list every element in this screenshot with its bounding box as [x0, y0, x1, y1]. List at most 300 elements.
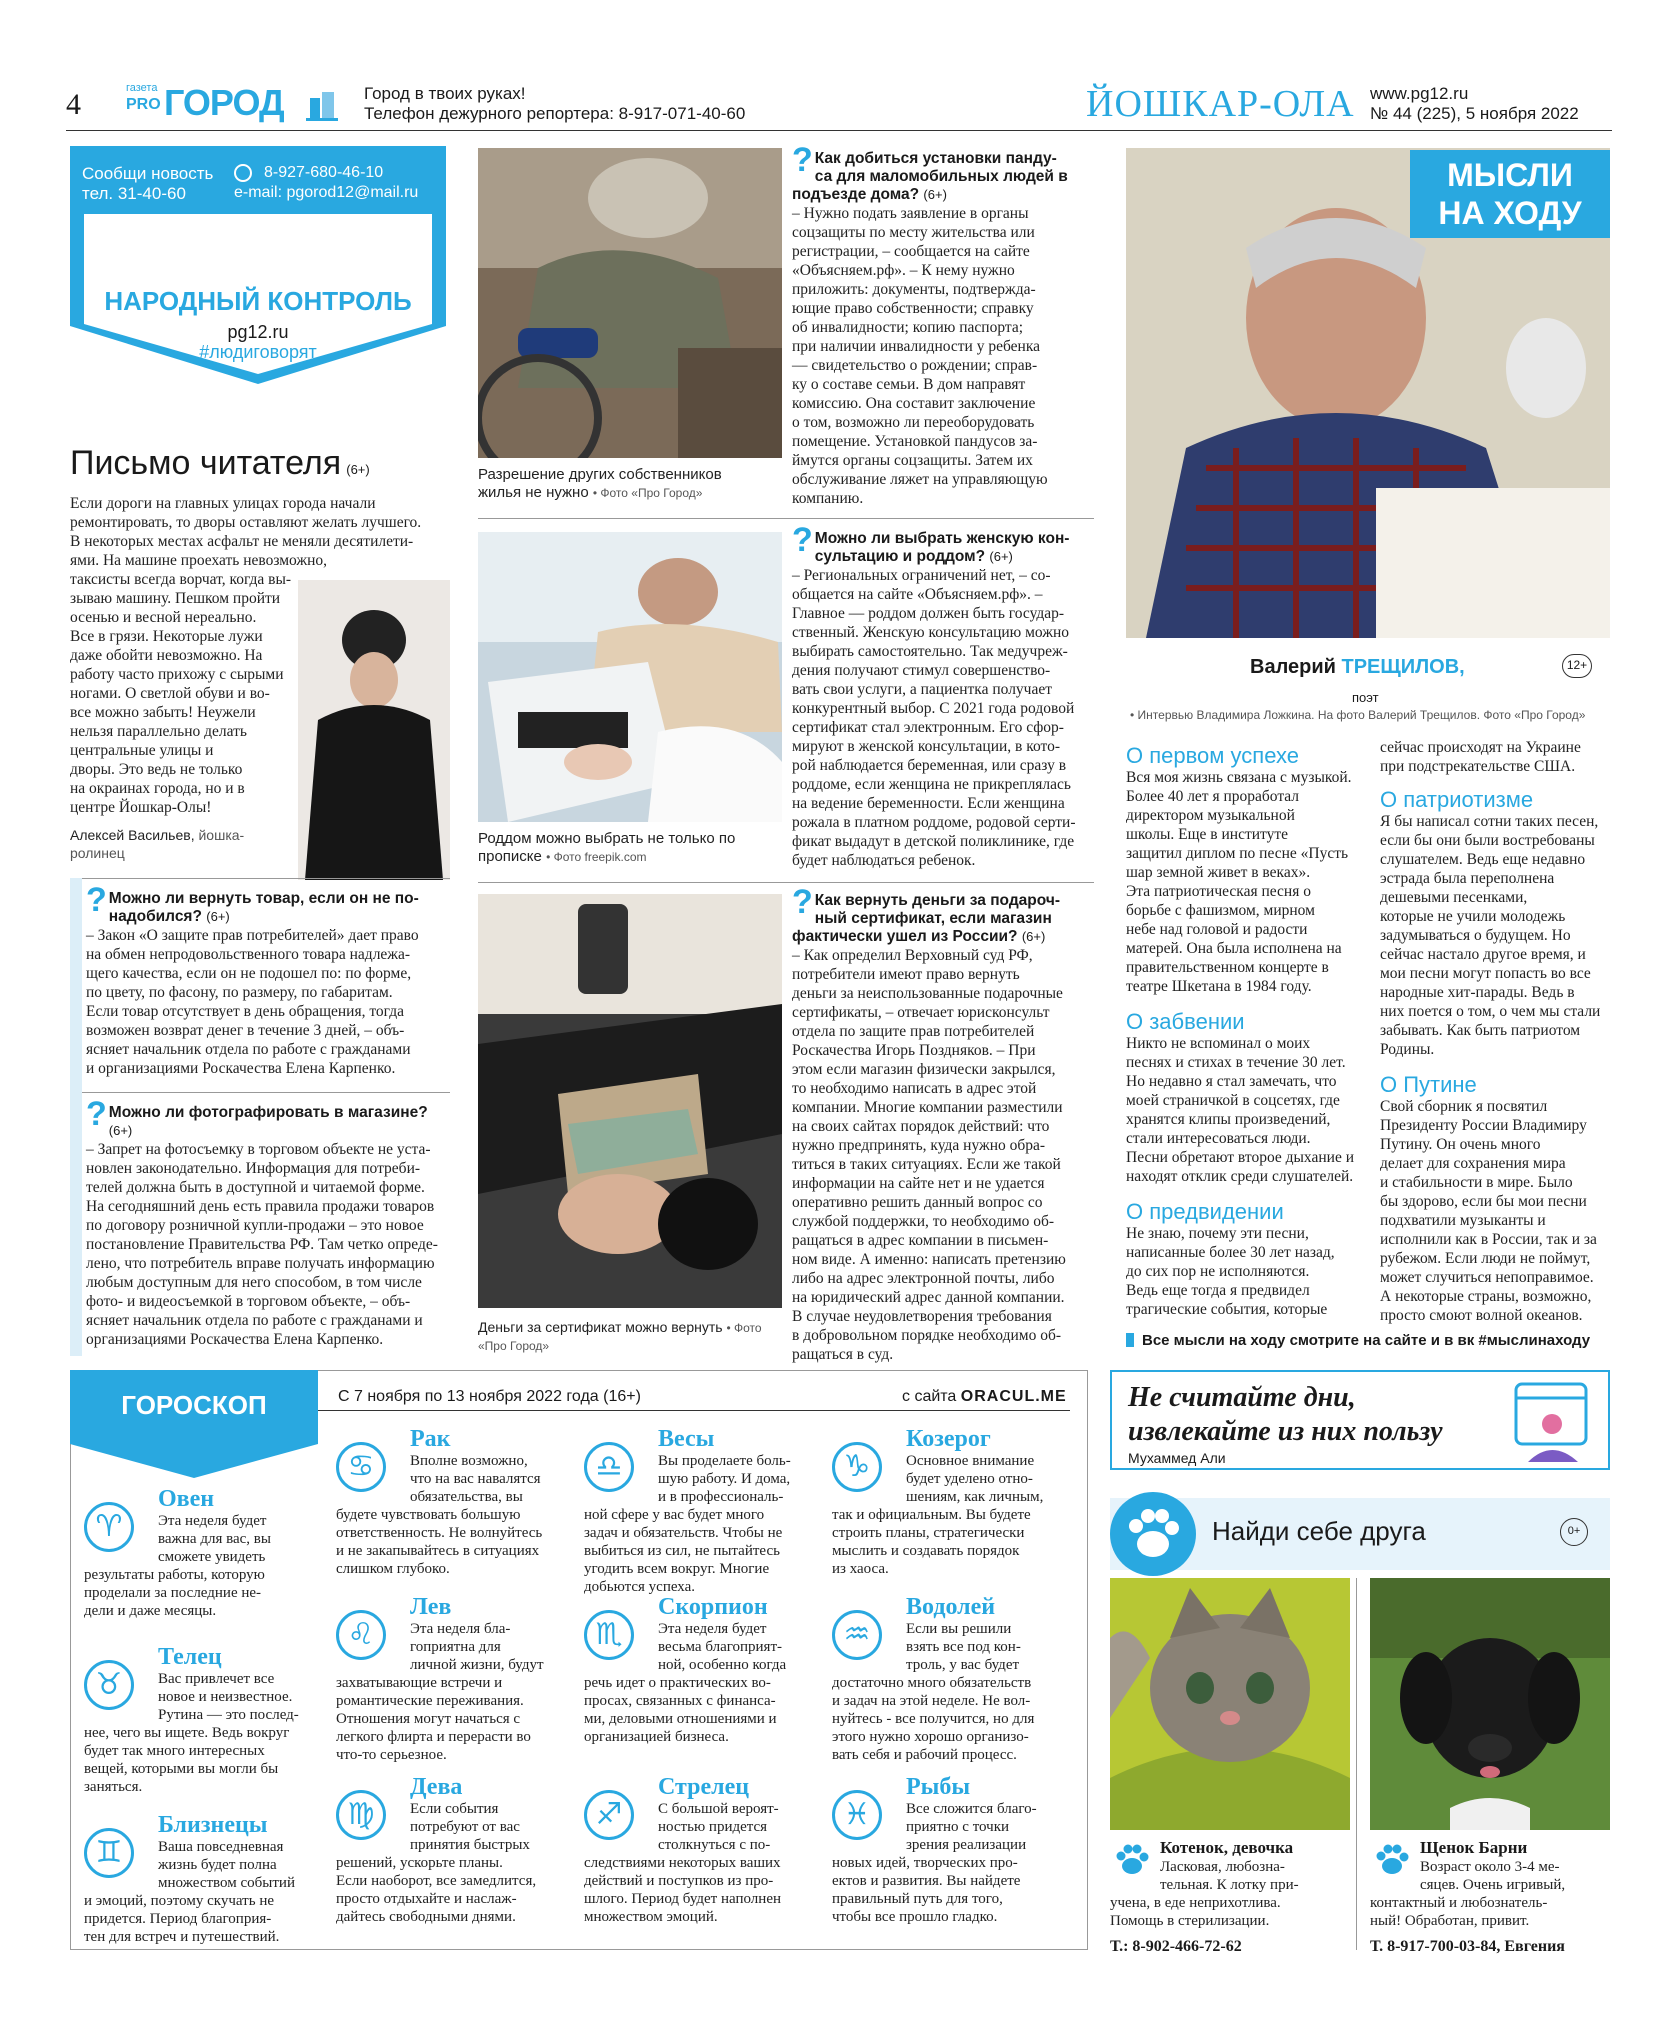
answer-line: потребители имеют право вернуть: [792, 966, 1020, 983]
sign-line: и в профессиональ-: [658, 1489, 784, 1505]
header-phone: Телефон дежурного репортера: 8-917-071-40-60: [364, 104, 746, 123]
answer: [86, 926, 450, 1078]
sign-line: Если события: [410, 1801, 499, 1817]
question: [792, 521, 1094, 566]
letter-line: Если дороги на главных улицах города начали: [70, 495, 376, 512]
pisces-icon: ♓: [832, 1790, 882, 1840]
horoscope-sign: [84, 1812, 320, 1982]
thought-line: Никто не вспоминал о моих: [1126, 1035, 1311, 1052]
answer-line: титься в таких ситуациях. Если же такой: [792, 1156, 1061, 1173]
thought-line: школы. Еще в институте: [1126, 826, 1288, 843]
thought-body: [1380, 812, 1612, 1059]
header-site: www.pg12.ru: [1370, 84, 1469, 103]
answer-line: новлен законодательно. Информация для потреби-: [86, 1160, 421, 1177]
horoscope-source[interactable]: с сайта ORACUL.ME: [902, 1388, 1067, 1405]
sign-line: и эмоций, поэтому скучать не: [84, 1893, 274, 1909]
answer-line: помещение. Установкой пандусов за-: [792, 433, 1038, 450]
question-line: сультацию и роддом?: [814, 548, 986, 565]
answer-line: рожала в платном роддоме, родовой серти-: [792, 814, 1076, 831]
sign-line: шую работу. И дома,: [658, 1471, 791, 1487]
letter-title: Письмо читателя (6+): [70, 444, 370, 482]
sign-line: угодить всем вокруг. Многие: [584, 1561, 770, 1577]
answer-line: ственный. Женскую консультацию можно: [792, 624, 1070, 641]
question-icon: ?: [792, 521, 813, 559]
photo-reader: [298, 580, 450, 880]
sign-line: выбиться из сил, не пытайтесь: [584, 1543, 780, 1559]
horoscope-sign: [584, 1774, 820, 1944]
answer-line: сертификаты, – отвечает юрисконсульт: [792, 1004, 1050, 1021]
answer-line: информации на сайте нет и не удается: [792, 1175, 1045, 1192]
sign-line: ответственность. Не волнуйтесь: [336, 1525, 543, 1541]
header-issue: № 44 (225), 5 ноября 2022: [1370, 104, 1579, 123]
thought-line: подхватили музыканты и: [1380, 1212, 1546, 1229]
question-line: надобился?: [108, 908, 202, 925]
sign-line: ностью придется: [658, 1819, 768, 1835]
pet-line: ный! Обработан, привит.: [1370, 1913, 1530, 1929]
thought-line: Не знаю, почему эти песни,: [1126, 1225, 1309, 1242]
sign-line: вать себя и рабочий процесс.: [832, 1747, 1017, 1763]
horoscope-sign: [336, 1426, 572, 1596]
sign-line: организацией бизнеса.: [584, 1729, 729, 1745]
answer-line: об инвалидности; копию паспорта;: [792, 319, 1024, 336]
horoscope-sign: [84, 1486, 320, 1656]
answer-line: организациями Роскачества Елена Карпенко.: [86, 1331, 384, 1348]
sign-text: [584, 1800, 820, 1926]
answer-line: компанию.: [792, 490, 864, 507]
sign-line: нее, чего вы ищете. Ведь вокруг: [84, 1725, 290, 1741]
thought-line: моей страничкой в соцсетях, где: [1126, 1092, 1340, 1109]
sign-line: весьма благоприят-: [658, 1639, 783, 1655]
thought-line: хранятся клипы произведений,: [1126, 1111, 1331, 1128]
answer-line: фото- и видеосъемкой в торговом объекте, – объ-: [86, 1293, 411, 1310]
whatsapp-icon: [234, 164, 252, 182]
answer: [792, 946, 1094, 1364]
sign-name: Козерог: [906, 1426, 991, 1452]
answer-line: комиссию. Она составит заключение: [792, 395, 1036, 412]
answer-line: оперативно решить данный вопрос со: [792, 1194, 1043, 1211]
thought-line: бы здорово, если бы мои песни: [1380, 1193, 1587, 1210]
sign-text: [832, 1620, 1068, 1764]
poet-credit: • Интервью Владимира Ложкина. На фото Валерий Трещилов. Фото «Про Город»: [1130, 708, 1586, 722]
answer-line: любым доступным для него способом, в том числе: [86, 1274, 422, 1291]
answer-line: то необходимо написать в адрес этой: [792, 1080, 1037, 1097]
gemini-icon: ♊: [84, 1828, 134, 1878]
calendar-meditation-icon: [1508, 1378, 1598, 1466]
horoscope-sign: [336, 1774, 572, 1944]
header-rule: [66, 130, 1612, 131]
answer-line: Если товар отсутствует в день обращения, тогда: [86, 1003, 405, 1020]
sign-line: задач и обязательств. Чтобы не: [584, 1525, 783, 1541]
sign-line: результаты работы, которую: [84, 1567, 265, 1583]
sign-line: новое и неизвестное.: [158, 1689, 293, 1705]
sign-text: [84, 1838, 320, 1946]
answer-line: дения получают стимул совершенство-: [792, 662, 1051, 679]
answer-line: на обмен непродовольственного товара надлежа-: [86, 946, 411, 963]
sign-name: Близнецы: [158, 1812, 268, 1838]
answer-line: ясняет начальник отдела по работе с гражданами и: [86, 1312, 423, 1329]
sign-line: взять все под кон-: [906, 1639, 1021, 1655]
thought-line: Родины.: [1380, 1041, 1435, 1058]
letter-line: осенью и весной нереально.: [70, 609, 257, 626]
thoughts-col2: [1380, 738, 1612, 1325]
answer-line: либо на адрес электронной почты, либо: [792, 1270, 1055, 1287]
sign-line: этого нужно хорошо организо-: [832, 1729, 1029, 1745]
answer-line: по договору розничной купли-продажи – это новое: [86, 1217, 424, 1234]
letter-line: даже обойти невозможно. На: [70, 647, 263, 664]
answer-line: ющие право собственности; справку: [792, 300, 1034, 317]
answer-line: общается на сайте «Объясняем.рф». –: [792, 586, 1043, 603]
thought-line: Но недавно я стал замечать, что: [1126, 1073, 1337, 1090]
sign-line: дели и даже месяцы.: [84, 1603, 217, 1619]
thought-line: них поется о том, о чем мы стали: [1380, 1003, 1601, 1020]
answer-line: ймутся органы соцзащиты. Затем их: [792, 452, 1033, 469]
question-line: подъезде дома?: [792, 186, 920, 203]
sign-line: и задач на этой неделе. Не вол-: [832, 1693, 1031, 1709]
thought-line: написанные более 30 лет назад,: [1126, 1244, 1335, 1261]
answer-line: ку о составе семьи. В дом направят: [792, 376, 1026, 393]
thought-line: Свой сборник я посвятил: [1380, 1098, 1548, 1115]
sign-line: заняться.: [84, 1779, 143, 1795]
thought-line: небе над головой и радости: [1126, 921, 1308, 938]
thought-body: [1126, 1224, 1370, 1319]
thought-line: А некоторые страны, возможно,: [1380, 1288, 1592, 1305]
sign-text: [584, 1620, 820, 1746]
horoscope-dates: С 7 ноября по 13 ноября 2022 года (16+): [338, 1388, 641, 1405]
libra-icon: ♎: [584, 1442, 634, 1492]
thought-line: мои песни могут попасть во все: [1380, 965, 1591, 982]
header-city: ЙОШКАР-ОЛА: [1086, 83, 1355, 125]
divider: [318, 1410, 1070, 1411]
thought-line: правительственном концерте в: [1126, 959, 1329, 976]
sign-line: что-то серьезное.: [336, 1747, 447, 1763]
sign-line: решений, ускорьте планы.: [336, 1855, 503, 1871]
divider: [478, 882, 1094, 883]
question-icon: ?: [792, 883, 813, 921]
sign-line: Если вы решили: [906, 1621, 1012, 1637]
sign-line: Вполне возможно,: [410, 1453, 528, 1469]
age-mark: (6+): [989, 549, 1013, 564]
thought-line: и стабильности в мире. Было: [1380, 1174, 1573, 1191]
left-shade: [70, 878, 82, 1356]
pet-line: Помощь в стерилизации.: [1110, 1913, 1270, 1929]
question-line: Можно ли фотографировать в магазине?: [108, 1104, 428, 1121]
answer-line: конкурентный выбор. С 2021 года родовой: [792, 700, 1075, 717]
sign-line: добьются успеха.: [584, 1579, 696, 1595]
letter-line: центре Йошкар-Олы!: [70, 799, 212, 816]
thought-line: защитил диплом по песне «Пусть: [1126, 845, 1349, 862]
quote-box: Не считайте дни, извлекайте из них пользу Мухаммед Али: [1110, 1370, 1610, 1470]
answer: [86, 1140, 450, 1349]
poet-name: Валерий ТРЕЩИЛОВ,: [1250, 656, 1465, 678]
answer-line: в добровольном порядке необходимо об-: [792, 1327, 1062, 1344]
sign-text: [336, 1800, 572, 1926]
answer-line: рой наблюдается беременная, или сразу в: [792, 757, 1067, 774]
thought-body: [1380, 738, 1612, 776]
pet-line: учена, в еде неприхотлива.: [1110, 1895, 1281, 1911]
pet-name: Щенок Барни: [1420, 1838, 1528, 1857]
pet-line: Возраст около 3-4 ме-: [1420, 1859, 1560, 1875]
header-slogan: Город в твоих руках!: [364, 84, 526, 103]
sign-name: Рак: [410, 1426, 451, 1452]
cancer-icon: ♋: [336, 1442, 386, 1492]
thought-line: стали интересоваться люди.: [1126, 1130, 1311, 1147]
answer-line: ращаться в суд.: [792, 1346, 894, 1363]
letter-line: на окраинах города, но и в: [70, 780, 245, 797]
photo-ultrasound: [478, 532, 782, 822]
question-line: Как добиться установки панду-: [814, 150, 1057, 167]
answer-line: отдела по защите прав потребителей: [792, 1023, 1035, 1040]
answer-line: службой поддержки, то необходимо об-: [792, 1213, 1055, 1230]
sign-line: Все сложится благо-: [906, 1801, 1037, 1817]
thought-heading: О Путине: [1380, 1072, 1477, 1097]
thought-line: слушателем. Ведь еще недавно: [1380, 851, 1586, 868]
answer-line: мируют в женской консультации, в кото-: [792, 738, 1061, 755]
sign-text: [832, 1452, 1068, 1578]
sign-line: так и официальным. Вы будете: [832, 1507, 1031, 1523]
sign-line: строить планы, стратегически: [832, 1525, 1025, 1541]
letter-line: таксисты всегда ворчат, когда вы-: [70, 571, 292, 588]
thought-line: Более 40 лет я проработал: [1126, 788, 1300, 805]
thought-line: находят отклик среди слушателей.: [1126, 1168, 1354, 1185]
horoscope-sign: [584, 1426, 820, 1596]
sign-line: множеством эмоций.: [584, 1909, 718, 1925]
sign-line: слишком глубоко.: [336, 1561, 450, 1577]
sign-line: будете чувствовать большую: [336, 1507, 521, 1523]
sign-text: [832, 1800, 1068, 1926]
sign-text: [84, 1670, 320, 1796]
control-news-label: Сообщи новость: [82, 164, 214, 183]
sign-name: Овен: [158, 1486, 215, 1512]
answer-line: и организациями Роскачества Елена Карпенко.: [86, 1060, 396, 1077]
question: [86, 1095, 450, 1140]
question-line: Можно ли выбрать женскую кон-: [814, 530, 1070, 547]
qa-mid-3: [792, 883, 1094, 1364]
photo-kitten: [1110, 1578, 1350, 1830]
sign-line: легкого флирта и перерасти во: [336, 1729, 531, 1745]
logo: газета PRO ГОРОД: [126, 82, 284, 123]
photo-wheelchair: [478, 148, 782, 458]
answer-line: роддоме, если женщина не прикреплялась: [792, 776, 1071, 793]
thought-line: народные хит-парады. Ведь в: [1380, 984, 1575, 1001]
sign-line: Эта неделя бла-: [410, 1621, 511, 1637]
thought-line: матерей. Она была исполнена на: [1126, 940, 1342, 957]
thought-body: [1380, 1097, 1612, 1325]
answer-line: лено, что потребитель вправе получать информацию: [86, 1255, 435, 1272]
horoscope-sign: [832, 1774, 1068, 1944]
sign-name: Дева: [410, 1774, 463, 1800]
letter-line: ремонтировать, то дворы оставляют желать лучшего.: [70, 514, 422, 531]
qa-left-2: [86, 1095, 450, 1349]
pet-text: [1370, 1858, 1610, 1930]
caption-photo-1: Разрешение других собственников жилья не нужно • Фото «Про Город»: [478, 466, 722, 501]
letter-line: Все в грязи. Некоторые лужи: [70, 628, 263, 645]
aries-icon: ♈: [84, 1502, 134, 1552]
thought-line: сейчас происходят на Украине: [1380, 739, 1581, 756]
letter-line: ями. На машине проехать невозможно,: [70, 552, 328, 569]
answer-line: – Как определил Верховный суд РФ,: [792, 947, 1033, 964]
thought-line: трагические события, которые: [1126, 1301, 1328, 1318]
question-icon: ?: [86, 881, 107, 919]
thought-line: шар земной живет в веках».: [1126, 864, 1311, 881]
qa-left-1: [86, 881, 450, 1078]
thought-line: если бы они были востребованы: [1380, 832, 1595, 849]
horoscope-sign: [832, 1594, 1068, 1764]
pet-line: тельная. К лотку при-: [1160, 1877, 1299, 1893]
sign-line: приятно с точки: [906, 1819, 1010, 1835]
question-line: ный сертификат, если магазин: [814, 910, 1052, 927]
answer-line: «Объясняем.рф». – К нему нужно: [792, 262, 1015, 279]
sign-line: будет так много интересных: [84, 1743, 265, 1759]
thought-heading: О патриотизме: [1380, 787, 1534, 812]
sign-line: и не закапывайтесь в ситуациях: [336, 1543, 540, 1559]
thought-line: директором музыкальной: [1126, 807, 1295, 824]
answer-line: фикат выдадут в детской поликлинике, где: [792, 833, 1075, 850]
answer-line: – Региональных ограничений нет, – со-: [792, 567, 1051, 584]
answer-line: компании. Многие компании разместили: [792, 1099, 1063, 1116]
pet-phone[interactable]: Т.: 8-902-466-72-62: [1110, 1938, 1242, 1955]
building-icon: [306, 88, 338, 122]
thought-heading: О предвидении: [1126, 1199, 1284, 1224]
letter-author: Алексей Васильев, йошка- ролинец: [70, 827, 245, 861]
sign-line: Вас привлечет все: [158, 1671, 275, 1687]
divider: [478, 518, 1094, 519]
sign-name: Скорпион: [658, 1594, 768, 1620]
letter-line: все можно забыть! Неужели: [70, 704, 256, 721]
answer-line: ясняет начальник отдела по работе с гражданами: [86, 1041, 411, 1058]
control-tel: тел. 31-40-60: [82, 184, 186, 203]
sign-line: захватывающие встречи и: [336, 1675, 503, 1691]
sign-line: троль, у вас будет: [906, 1657, 1020, 1673]
scorpio-icon: ♏: [584, 1610, 634, 1660]
sign-line: Рутина — это послед-: [158, 1707, 299, 1723]
pet-phone[interactable]: Т. 8-917-700-03-84, Евгения: [1370, 1938, 1565, 1955]
answer-line: о том, возможно ли переоборудовать: [792, 414, 1035, 431]
thought-line: песнях и стихах в течение 30 лет.: [1126, 1054, 1346, 1071]
thought-body: [1126, 1034, 1370, 1186]
sign-name: Лев: [410, 1594, 452, 1620]
sign-line: ми, деловыми отношениями и: [584, 1711, 777, 1727]
thought-line: Я бы написал сотни таких песен,: [1380, 813, 1599, 830]
answer-line: обслуживание ляжет на управляющую: [792, 471, 1048, 488]
answer-line: приложить: документы, подтвержда-: [792, 281, 1036, 298]
sign-name: Весы: [658, 1426, 715, 1452]
sign-line: проделали за последние не-: [84, 1585, 262, 1601]
age-mark: (6+): [923, 187, 947, 202]
answer-line: щего качества, если он не подошел по: по форме,: [86, 965, 412, 982]
sign-line: новых идей, творческих про-: [832, 1855, 1018, 1871]
answer-line: – Запрет на фотосъемку в торговом объекте не уста-: [86, 1141, 431, 1158]
horoscope-sign: [336, 1594, 572, 1764]
thoughts-footer[interactable]: Все мысли на ходу смотрите на сайте и в вк #мыслинаходу: [1126, 1332, 1590, 1349]
age-badge: 0+: [1560, 1518, 1588, 1546]
question-line: фактически ушел из России?: [792, 928, 1018, 945]
sign-line: Отношения могут начаться с: [336, 1711, 521, 1727]
letter-line: дворы. Это ведь не только: [70, 761, 243, 778]
age-mark: (6+): [1021, 929, 1046, 944]
sign-line: столкнуться с по-: [658, 1837, 771, 1853]
sign-line: Эта неделя будет: [158, 1513, 267, 1529]
sign-line: С большой вероят-: [658, 1801, 779, 1817]
control-email[interactable]: e-mail: pgorod12@mail.ru: [234, 184, 419, 201]
sign-text: [336, 1620, 572, 1764]
thought-body: [1126, 768, 1370, 996]
sign-text: [336, 1452, 572, 1578]
horoscope-sign: [84, 1644, 320, 1814]
sign-line: Эта неделя будет: [658, 1621, 767, 1637]
sign-line: личной жизни, будут: [410, 1657, 544, 1673]
sign-line: шениям, как личным,: [906, 1489, 1044, 1505]
age-mark: (6+): [206, 909, 230, 924]
sign-line: чтобы все прошло гладко.: [832, 1909, 998, 1925]
thought-line: может случиться непоправимое.: [1380, 1269, 1594, 1286]
sign-line: просах, связанных с финанса-: [584, 1693, 776, 1709]
paw-icon: [1110, 1492, 1196, 1576]
sign-line: обязательства, вы: [410, 1489, 523, 1505]
caption-photo-2: Роддом можно выбрать не только по прописке • Фото freepik.com: [478, 830, 736, 865]
sign-line: зрения реализации: [906, 1837, 1027, 1853]
letter-line: работу часто прихожу с сырыми: [70, 666, 284, 683]
sign-line: принятия быстрых: [410, 1837, 530, 1853]
sign-line: дайтесь свободными днями.: [336, 1909, 516, 1925]
answer-line: ращаться в адрес компании в письмен-: [792, 1232, 1049, 1249]
answer-line: при наличии инвалидности у ребенка: [792, 338, 1040, 355]
sign-text: [584, 1452, 820, 1596]
pets-header: Найди себе друга 0+: [1110, 1498, 1610, 1570]
thought-line: просто смоют волной океанов.: [1380, 1307, 1583, 1324]
pet-line: Ласковая, любозна-: [1160, 1859, 1285, 1875]
thought-line: эстрада была переполнена: [1380, 870, 1555, 887]
sign-line: мыслить и создавать порядок: [832, 1543, 1020, 1559]
sign-line: сможете увидеть: [158, 1549, 266, 1565]
answer-line: регистрации, – сообщается на сайте: [792, 243, 1030, 260]
photo-money: [478, 894, 782, 1308]
sign-line: тен для встреч и путешествий.: [84, 1929, 280, 1945]
poet-role: поэт: [1352, 690, 1379, 705]
answer-line: нужно предпринять, куда нужно обра-: [792, 1137, 1046, 1154]
answer-line: На сегодняшний день есть правила продажи товаров: [86, 1198, 435, 1215]
control-hashtag: #людиговорят: [199, 342, 317, 362]
sign-line: будет уделено отно-: [906, 1471, 1033, 1487]
sign-name: Водолей: [906, 1594, 996, 1620]
answer-line: – Закон «О защите прав потребителей» дает право: [86, 927, 419, 944]
sagittarius-icon: ♐: [584, 1790, 634, 1840]
control-whatsapp[interactable]: 8-927-680-46-10: [264, 164, 384, 181]
divider: [70, 1092, 450, 1093]
thought-line: Вся моя жизнь связана с музыкой.: [1126, 769, 1352, 786]
answer: [792, 204, 1094, 508]
capricorn-icon: ♑: [832, 1442, 882, 1492]
letter-line: нельзя параллельно делать: [70, 723, 247, 740]
thought-line: Песни обретают второе дыхание и: [1126, 1149, 1354, 1166]
photo-puppy: [1370, 1578, 1610, 1830]
thought-line: борьбе с фашизмом, мирном: [1126, 902, 1315, 919]
control-site[interactable]: pg12.ru: [227, 322, 289, 342]
horoscope-title-box: ГОРОСКОП: [70, 1370, 318, 1478]
pet-line: контактный и любознатель-: [1370, 1895, 1548, 1911]
answer-line: сертификат стал электронным. Его сфор-: [792, 719, 1064, 736]
thought-line: театре Шкетана в 1984 году.: [1126, 978, 1312, 995]
sign-line: романтические переживания.: [336, 1693, 524, 1709]
control-panel: [70, 146, 446, 384]
sign-line: Основное внимание: [906, 1453, 1035, 1469]
leo-icon: ♌: [336, 1610, 386, 1660]
letter-line: центральные улицы и: [70, 742, 214, 759]
pet-line: сяцев. Очень игривый,: [1420, 1877, 1566, 1893]
thought-line: дешевыми песенками,: [1380, 889, 1528, 906]
thoughts-title-box: МЫСЛИ НА ХОДУ: [1410, 150, 1610, 238]
letter-line: В некоторых местах асфальт не меняли десятилети-: [70, 533, 414, 550]
sign-line: ной сфере у вас будет много: [584, 1507, 765, 1523]
